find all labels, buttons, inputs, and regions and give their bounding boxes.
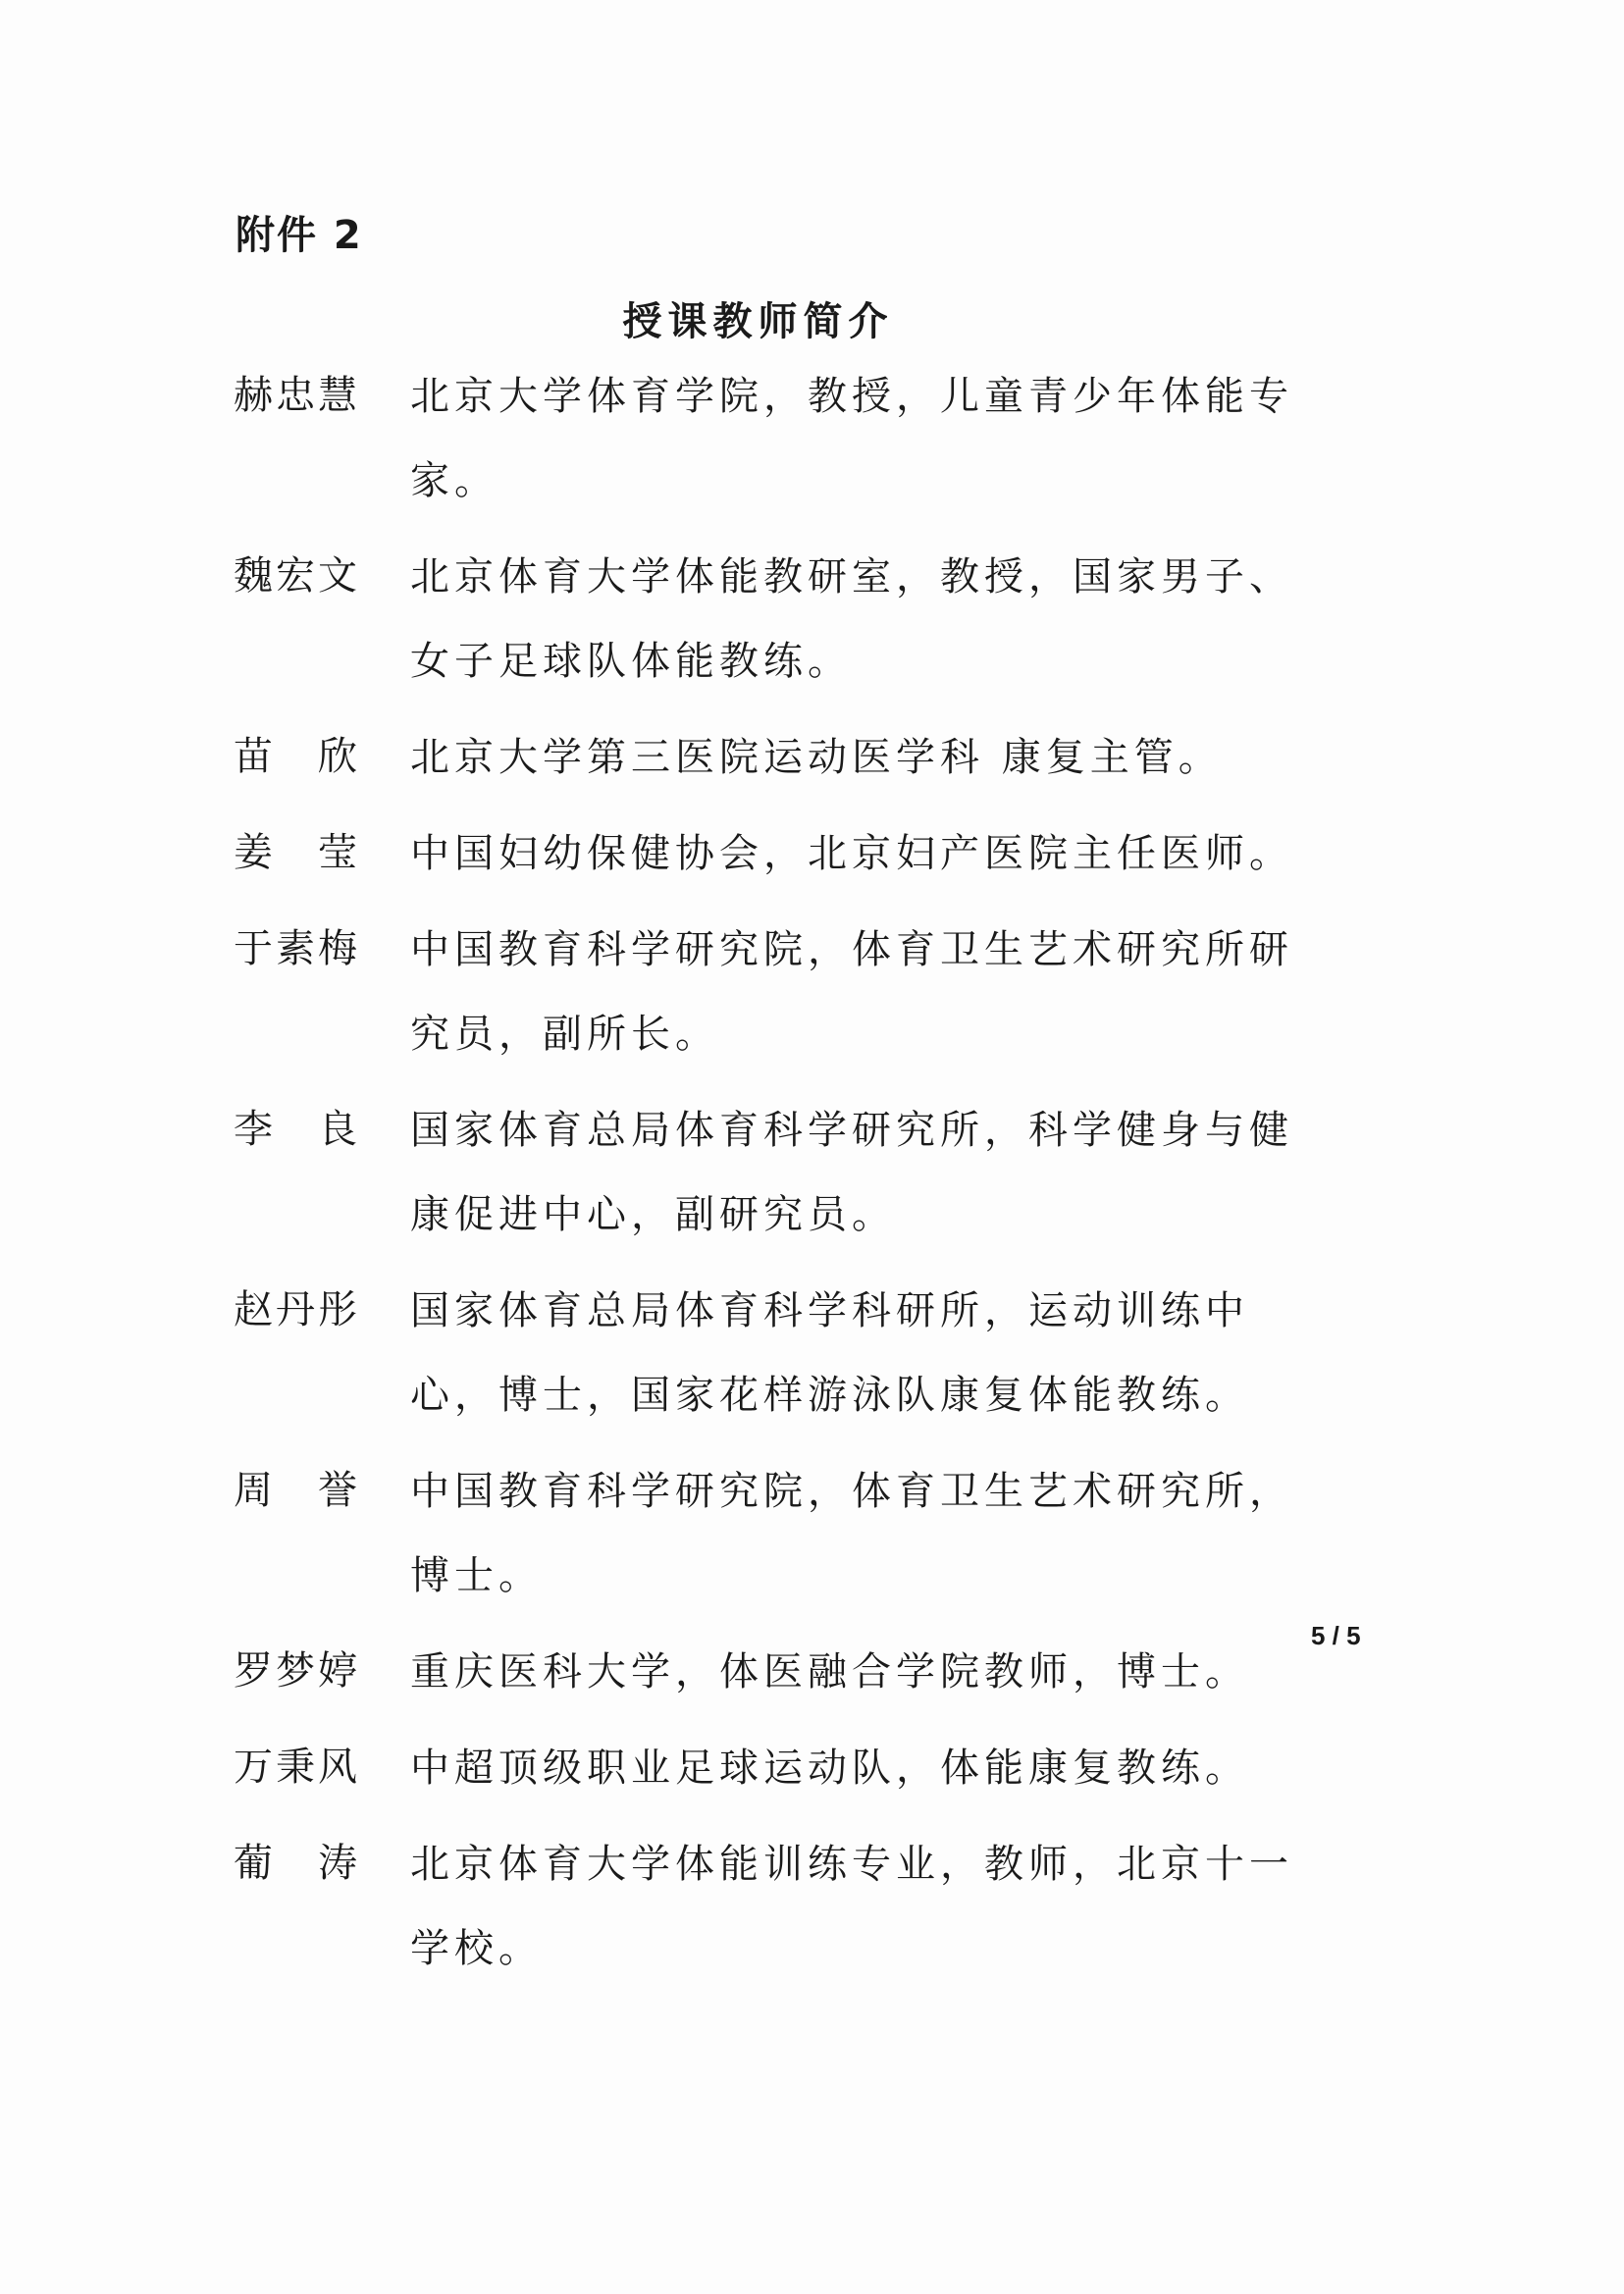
teacher-entry: [234, 822, 1313, 896]
teacher-description: 中国妇幼保健协会，北京妇产医院主任医师。: [410, 831, 1293, 876]
page-title: 授课教师简介: [622, 299, 894, 344]
teacher-name: 赫忠慧: [234, 373, 360, 418]
teacher-description: 重庆医科大学，体医融合学院教师，博士。: [410, 1649, 1249, 1694]
teacher-entry: [234, 546, 1313, 704]
teacher-entry: [234, 726, 1313, 800]
teacher-description: 北京体育大学体能训练专业，教师，北京十一学校。: [410, 1842, 1293, 1971]
teacher-entry: [234, 1460, 1313, 1618]
teacher-entry: [234, 1099, 1313, 1257]
teacher-list: [234, 365, 1313, 2013]
teacher-description: 北京大学体育学院，教授，儿童青少年体能专家。: [410, 374, 1293, 503]
teacher-entry: [234, 1279, 1313, 1437]
page-number: 5 / 5: [1311, 1621, 1361, 1650]
teacher-description: 北京大学第三医院运动医学科 康复主管。: [410, 735, 1223, 780]
teacher-entry: [234, 365, 1313, 523]
teacher-description: 国家体育总局体育科学研究所，科学健身与健康促进中心，副研究员。: [410, 1108, 1293, 1237]
teacher-description: 中国教育科学研究院，体育卫生艺术研究所，博士。: [410, 1469, 1293, 1598]
teacher-name: 李 良: [234, 1107, 360, 1152]
teacher-name: 万秉风: [234, 1745, 360, 1790]
teacher-name: 苗 欣: [234, 734, 360, 779]
teacher-entry: [234, 1641, 1313, 1714]
teacher-name: 周 誉: [234, 1468, 360, 1513]
attachment-label: 附件 2: [236, 213, 363, 258]
teacher-description: 中国教育科学研究院，体育卫生艺术研究所研究员，副所长。: [410, 927, 1293, 1057]
teacher-description: 中超顶级职业足球运动队，体能康复教练。: [410, 1746, 1249, 1791]
teacher-entry: [234, 1833, 1313, 1991]
teacher-entry: [234, 918, 1313, 1076]
teacher-name: 赵丹彤: [234, 1287, 360, 1332]
teacher-name: 于素梅: [234, 926, 360, 971]
teacher-name: 姜 莹: [234, 830, 360, 875]
teacher-description: 国家体育总局体育科学科研所，运动训练中心，博士，国家花样游泳队康复体能教练。: [410, 1288, 1249, 1418]
teacher-name: 罗梦婷: [234, 1648, 360, 1694]
teacher-entry: [234, 1737, 1313, 1810]
teacher-name: 魏宏文: [234, 553, 360, 599]
teacher-name: 葡 涛: [234, 1841, 360, 1886]
teacher-description: 北京体育大学体能教研室，教授，国家男子、女子足球队体能教练。: [410, 554, 1293, 684]
